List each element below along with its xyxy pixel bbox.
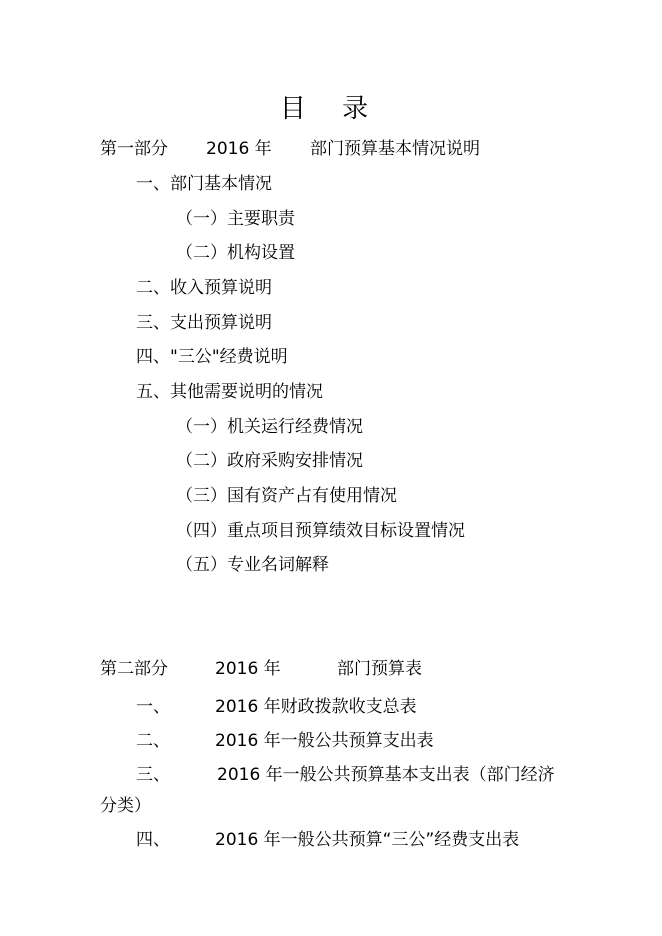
part1-year: 2016 年 xyxy=(206,139,272,159)
table-item-continuation: 分类） xyxy=(100,796,151,816)
page-title: 目 录 xyxy=(279,94,383,124)
toc-subitem: （四）重点项目预算绩效目标设置情况 xyxy=(176,521,465,541)
toc-item: 五、其他需要说明的情况 xyxy=(136,382,323,402)
table-item-number: 一、 xyxy=(136,697,170,717)
toc-subitem: （一）主要职责 xyxy=(176,209,295,229)
toc-item: 三、支出预算说明 xyxy=(136,313,272,333)
part2-label: 第二部分 xyxy=(100,659,168,679)
table-item-number: 二、 xyxy=(136,731,170,751)
toc-subitem: （一）机关运行经费情况 xyxy=(176,417,363,437)
toc-item: 一、部门基本情况 xyxy=(136,174,272,194)
table-item-text: 2016 年一般公共预算“三公”经费支出表 xyxy=(215,830,520,850)
toc-subitem: （二）政府采购安排情况 xyxy=(176,451,363,471)
toc-item: 二、收入预算说明 xyxy=(136,278,272,298)
table-item-text: 2016 年一般公共预算基本支出表（部门经济 xyxy=(217,765,555,785)
part2-year: 2016 年 xyxy=(215,659,281,679)
table-item-text: 2016 年一般公共预算支出表 xyxy=(215,731,434,751)
table-item-text: 2016 年财政拨款收支总表 xyxy=(215,697,417,717)
part2-name: 部门预算表 xyxy=(337,659,422,679)
part1-label: 第一部分 xyxy=(100,139,168,159)
toc-item: 四、"三公"经费说明 xyxy=(136,347,288,367)
toc-subitem: （二）机构设置 xyxy=(176,243,295,263)
table-item-number: 四、 xyxy=(136,830,170,850)
toc-subitem: （三）国有资产占有使用情况 xyxy=(176,486,397,506)
table-item-number: 三、 xyxy=(136,765,170,785)
part1-name: 部门预算基本情况说明 xyxy=(310,139,480,159)
toc-subitem: （五）专业名词解释 xyxy=(176,555,329,575)
